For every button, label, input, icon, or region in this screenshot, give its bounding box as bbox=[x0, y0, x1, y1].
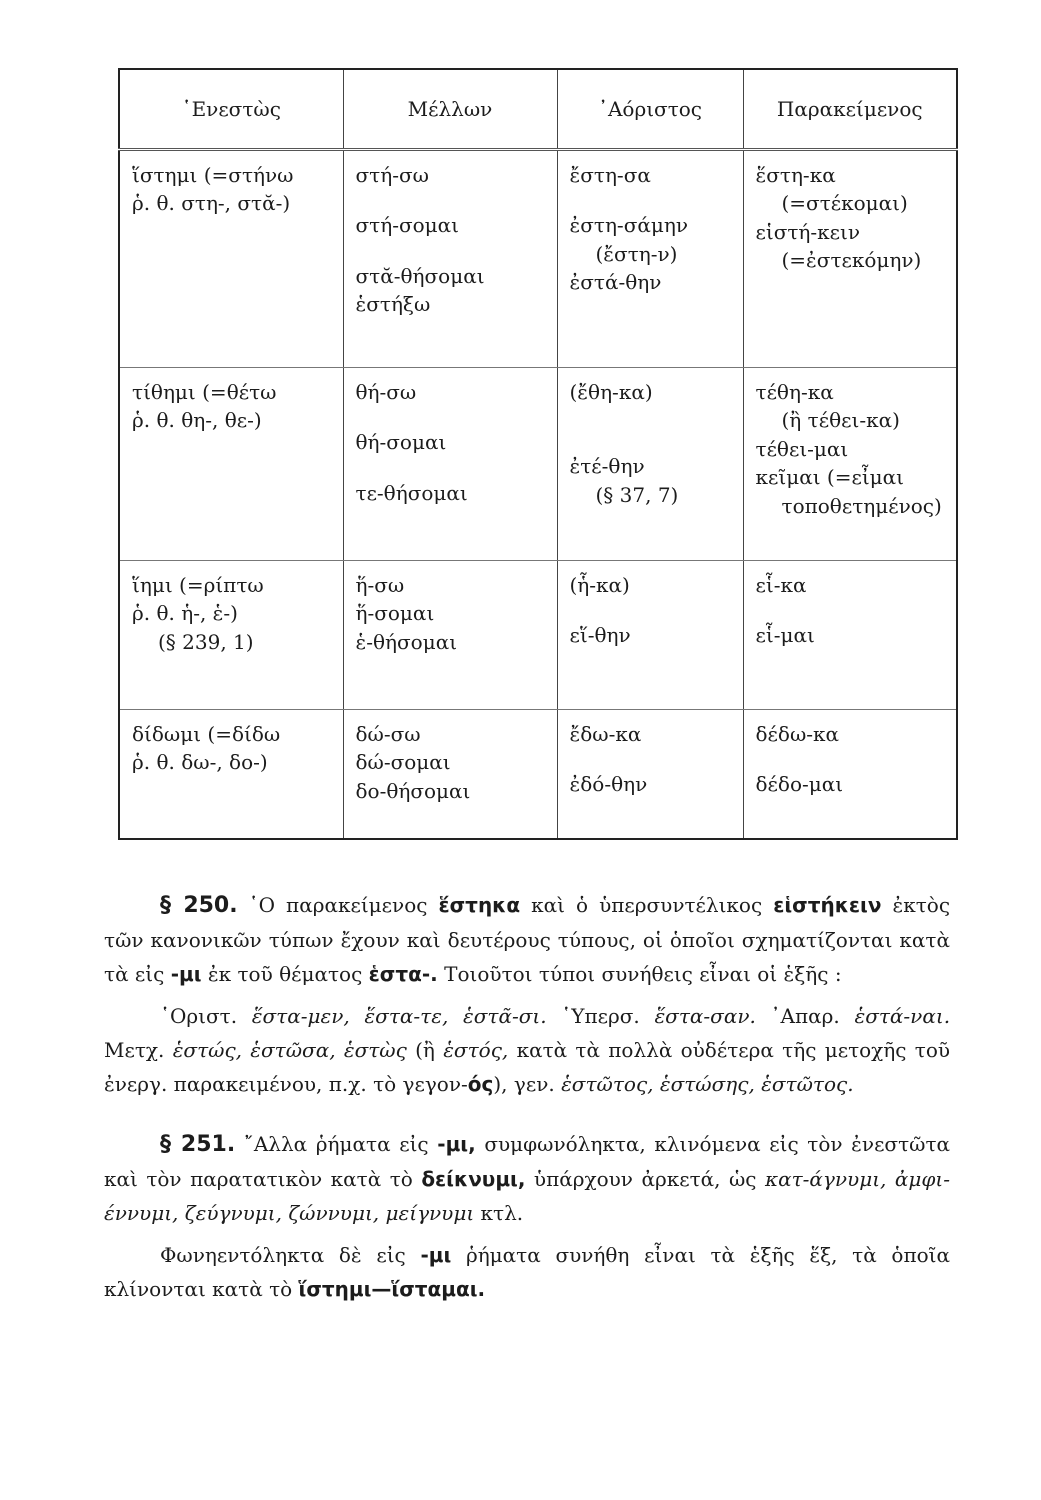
bold-term: ἵστημι—ἵσταμαι. bbox=[298, 1277, 486, 1301]
bold-term: ἕστηκα bbox=[438, 893, 521, 917]
future-cell: στή-σω στή-σομαι στᾰ-θήσομαι ἑστήξω bbox=[343, 150, 557, 368]
perfect-cell: εἷ-κα εἷ-μαι bbox=[743, 561, 957, 710]
header-perfect: Παρακείμενος bbox=[743, 69, 957, 150]
bold-term: -μι, bbox=[437, 1132, 476, 1156]
bold-term: -μι bbox=[170, 962, 202, 986]
body-text bbox=[104, 888, 950, 1306]
future-cell: ἥ-σω ἥ-σομαι ἑ-θήσομαι bbox=[343, 561, 557, 710]
aorist-cell: (ἧ-κα) εἵ-θην bbox=[557, 561, 743, 710]
aorist-cell: ἔστη-σα ἐστη-σάμην (ἔστη-ν) ἐστά-θην bbox=[557, 150, 743, 368]
paragraph-250: § 250. ῾Ο παρακείμενος ἕστηκα καὶ ὁ ὑπερσυντέλικος εἱστήκειν ἐκτὸς τῶν κανονικῶν τύπων ἔχουν καὶ δευτέρους τύπους, οἱ ὁποῖοι σχηματίζονται κατὰ τὰ εἰς -μι ἐκ τοῦ θέματος ἑστα-. Τοιοῦτοι τύποι συνήθεις εἶναι οἱ ἑξῆς : bbox=[104, 893, 951, 986]
section-number: § 251. bbox=[160, 1132, 236, 1157]
perfect-cell: δέδω-κα δέδο-μαι bbox=[755, 722, 844, 797]
bold-term: εἱστήκειν bbox=[773, 893, 882, 917]
future-cell: δώ-σω δώ-σομαι δο-θήσομαι bbox=[343, 710, 557, 840]
table-row bbox=[119, 150, 957, 368]
table-row bbox=[119, 368, 957, 561]
bold-term: δείκνυμι, bbox=[421, 1167, 526, 1191]
header-aorist: ᾿Αόριστος bbox=[557, 69, 743, 150]
present-cell: ἵημι (=ρίπτω ῥ. θ. ἡ-, ἑ-) (§ 239, 1) bbox=[119, 561, 343, 710]
table-header-row bbox=[119, 69, 957, 150]
perfect-cell: ἕστη-κα (=στέκομαι) εἱστή-κειν (=ἐστεκόμην) bbox=[743, 150, 957, 368]
paragraph-forms: ῾Οριστ. ἕστα-μεν, ἕστα-τε, ἑστᾶ-σι. ῾Υπερσ. ἕστα-σαν. ᾿Απαρ. ἑστά-ναι. Μετχ. ἑστώς, ἑστῶσα, ἑστὼς (ἢ ἑστός, κατὰ τὰ πολλὰ οὐδέτερα τῆς μετοχῆς τοῦ ἐνεργ. παρακειμένου, π.χ. τὸ γεγον-ός), γεν. ἑστῶτος, ἑστώσης, ἑστῶτος. bbox=[104, 1004, 951, 1096]
aorist-cell: ἔδω-κα ἐδό-θην bbox=[557, 710, 743, 840]
present-cell: τίθημι (=θέτω ῥ. θ. θη-, θε-) bbox=[119, 368, 343, 561]
present-cell: ἵστημι (=στήνω ῥ. θ. στη-, στᾰ-) bbox=[119, 150, 343, 368]
section-number: § 250. bbox=[160, 893, 238, 918]
header-present: ῾Ενεστὼς bbox=[119, 69, 343, 150]
aorist-cell: (ἔθη-κα) ἐτέ-θην (§ 37, 7) bbox=[557, 368, 743, 561]
header-future: Μέλλων bbox=[343, 69, 557, 150]
table-row bbox=[119, 561, 957, 710]
perfect-cell: τέθη-κα (ἢ τέθει-κα) τέθει-μαι κεῖμαι (=εἶμαι τοποθετημένος) bbox=[743, 368, 957, 561]
verb-conjugation-table bbox=[118, 68, 958, 840]
bold-term: -μι bbox=[420, 1243, 452, 1267]
future-cell: θή-σω θή-σομαι τε-θήσομαι bbox=[343, 368, 557, 561]
bold-term: ἑστα-. bbox=[368, 962, 438, 986]
paragraph-252: Φωνηεντόληκτα δὲ εἰς -μι ῥήματα συνήθη εἶναι τὰ ἑξῆς ἕξ, τὰ ὁποῖα κλίνονται κατὰ τὸ ἵστημι—ἵσταμαι. bbox=[104, 1243, 950, 1301]
paragraph-251: § 251. ῎Αλλα ῥήματα εἰς -μι, συμφωνόληκτα, κλινόμενα εἰς τὸν ἐνεστῶτα καὶ τὸν παρατατικὸν κατὰ τὸ δείκνυμι, ὑπάρχουν ἀρκετά, ὡς κατ-άγνυμι, ἀμφι-έννυμι, ζεύγνυμι, ζώννυμι, μείγνυμι κτλ. bbox=[104, 1132, 951, 1225]
present-cell: δίδωμι (=δίδω ῥ. θ. δω-, δο-) bbox=[119, 710, 343, 840]
table-row bbox=[119, 710, 957, 840]
